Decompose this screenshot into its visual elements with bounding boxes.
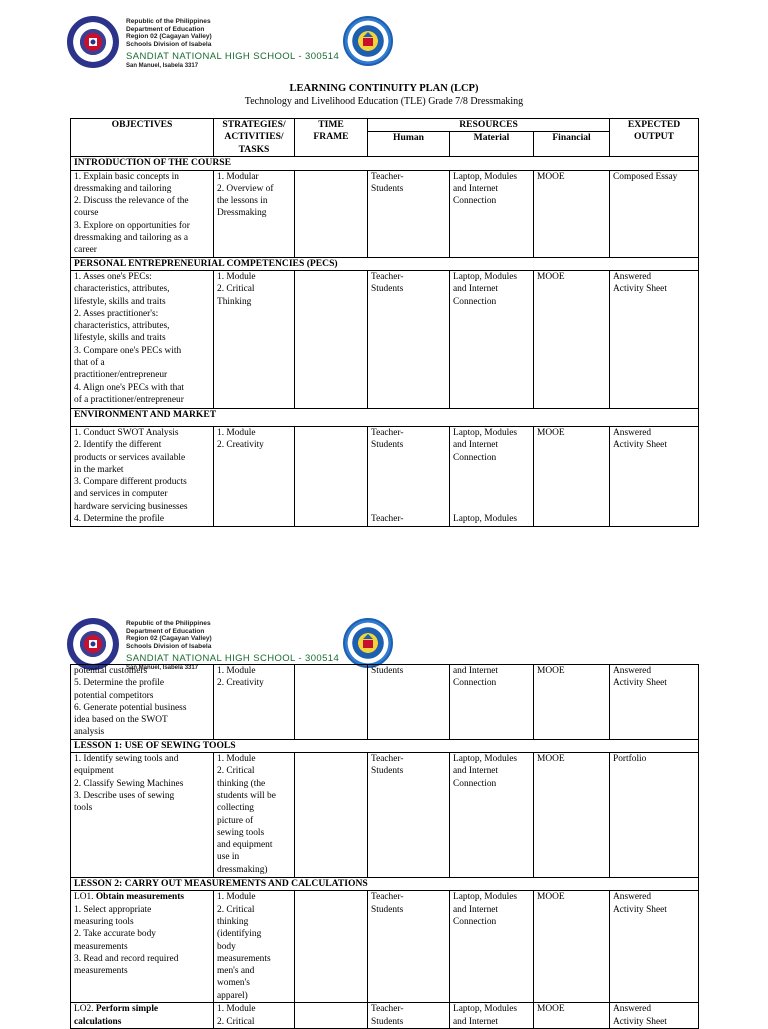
cell-line xyxy=(453,464,530,476)
time-frame-cell xyxy=(295,170,368,257)
letterhead xyxy=(0,0,768,76)
cell-line: 2. Classify Sewing Machines xyxy=(74,778,184,789)
objectives-cell xyxy=(71,753,214,878)
material-cell xyxy=(450,426,534,526)
output-cell xyxy=(610,1003,699,1029)
cell-line: of a practitioner/entrepreneur xyxy=(74,394,184,405)
cell-line: Thinking xyxy=(217,296,252,307)
time-frame-cell xyxy=(295,426,368,526)
cell-line: Students xyxy=(371,766,404,777)
cell-line: 2. Discuss the relevance of the xyxy=(74,196,189,207)
lo2-prefix: LO2. xyxy=(74,1004,96,1015)
financial-cell: MOOE xyxy=(534,665,610,740)
table-row xyxy=(71,170,699,257)
school-address: San Manuel, Isabela 3317 xyxy=(126,665,199,671)
cell-line: 5. Determine the profile xyxy=(74,678,165,689)
cell-line: in the market xyxy=(74,464,124,475)
lo2-title: Perform simple xyxy=(95,1004,159,1015)
output-cell xyxy=(610,270,699,408)
financial-cell: MOOE xyxy=(534,891,610,1003)
cell-line: Students xyxy=(371,1016,404,1027)
cell-line: 1. Select appropriate xyxy=(74,904,152,915)
cell-line: measurements xyxy=(74,966,128,977)
cell-line: picture of xyxy=(217,815,254,826)
school-seal-logo xyxy=(343,618,393,668)
material-cell xyxy=(450,665,534,740)
strategies-cell xyxy=(214,1003,295,1029)
cell-line: 3. Compare different products xyxy=(74,477,187,488)
lo1-prefix: LO1. xyxy=(74,892,96,903)
time-frame-cell xyxy=(295,753,368,878)
cell-line: dressmaking and tailoring xyxy=(74,183,172,194)
cell-line: 4. Align one's PECs with that xyxy=(74,382,185,393)
cell-line: hardware servicing businesses xyxy=(74,501,188,512)
cell-line: 1. Module xyxy=(217,892,256,903)
agency-line: Schools Division of Isabela xyxy=(126,40,212,48)
cell-line: Students xyxy=(371,440,404,451)
financial-cell: MOOE xyxy=(534,1003,610,1029)
cell-line xyxy=(371,452,446,464)
cell-line: thinking (the xyxy=(217,778,266,789)
financial-cell: MOOE xyxy=(534,170,610,257)
cell-line: and Internet xyxy=(453,440,499,451)
time-frame-cell xyxy=(295,1003,368,1029)
table-row xyxy=(71,753,699,878)
table-row xyxy=(71,665,699,740)
cell-line: 3. Read and record required xyxy=(74,953,179,964)
human-cell xyxy=(368,1003,450,1029)
section-row xyxy=(71,408,699,426)
cell-line: Activity Sheet xyxy=(613,440,667,451)
cell-line: Answered xyxy=(613,1004,652,1015)
human-header: Human xyxy=(368,132,450,157)
cell-line: the lessons in xyxy=(217,196,268,207)
cell-line: Activity Sheet xyxy=(613,678,667,689)
human-cell xyxy=(368,665,450,740)
cell-line: 2. Overview of xyxy=(217,183,274,194)
cell-line xyxy=(453,476,530,488)
financial-cell: MOOE xyxy=(534,426,610,526)
cell-line: and Internet xyxy=(453,284,499,295)
cell-line: lifestyle, skills and traits xyxy=(74,296,166,307)
lo1-heading xyxy=(74,891,210,903)
cell-line: 1. Explain basic concepts in xyxy=(74,171,179,182)
expected-output-header xyxy=(610,119,699,157)
cell-line: Portfolio xyxy=(613,754,647,765)
cell-line: products or services available xyxy=(74,452,186,463)
agency-line: Republic of the Philippines xyxy=(126,620,211,627)
agency-block xyxy=(126,18,212,48)
cell-line xyxy=(371,488,446,500)
cell-line: Students xyxy=(371,904,404,915)
cell-line: Laptop, Modules xyxy=(453,514,518,525)
cell-line: lifestyle, skills and traits xyxy=(74,333,166,344)
cell-line: Laptop, Modules xyxy=(453,427,518,438)
lcp-table-page-2 xyxy=(70,664,699,1029)
document-title: LEARNING CONTINUITY PLAN (LCP) xyxy=(289,83,479,94)
cell-line: 1. Module xyxy=(217,427,256,438)
cell-line: and services in computer xyxy=(74,489,168,500)
cell-line: 2. Asses practitioner's: xyxy=(74,308,159,319)
objectives-cell xyxy=(71,891,214,1003)
cell-line: 1. Modular xyxy=(217,171,259,182)
material-cell xyxy=(450,1003,534,1029)
cell-line: Activity Sheet xyxy=(613,284,667,295)
cell-line: 1. Conduct SWOT Analysis xyxy=(74,427,179,438)
human-cell xyxy=(368,270,450,408)
output-cell xyxy=(610,753,699,878)
cell-line: 4. Determine the profile xyxy=(74,514,165,525)
cell-line xyxy=(453,501,530,513)
output-cell xyxy=(610,891,699,1003)
cell-line: Composed Essay xyxy=(613,171,678,182)
cell-line: Connection xyxy=(453,916,497,927)
cell-line: 3. Explore on opportunities for xyxy=(74,220,190,231)
header-line: STRATEGIES/ xyxy=(222,119,286,130)
deped-seal-logo xyxy=(67,16,119,68)
header-line: EXPECTED xyxy=(627,119,681,130)
table-row xyxy=(71,891,699,1003)
cell-line: use in xyxy=(217,852,240,863)
cell-line: Laptop, Modules xyxy=(453,271,518,282)
section-title: ENVIRONMENT AND MARKET xyxy=(71,408,699,426)
cell-line: thinking xyxy=(217,916,249,927)
cell-line: and Internet xyxy=(453,183,499,194)
cell-line: 1. Module xyxy=(217,754,256,765)
document-subtitle: Technology and Livelihood Education (TLE) Grade 7/8 Dressmaking xyxy=(244,96,524,107)
objectives-cell xyxy=(71,426,214,526)
strategies-header xyxy=(214,119,295,157)
cell-line: Connection xyxy=(453,778,497,789)
material-header: Material xyxy=(450,132,534,157)
cell-line: practitioner/entrepreneur xyxy=(74,370,168,381)
cell-line: Connection xyxy=(453,452,497,463)
cell-line: and Internet xyxy=(453,666,499,676)
cell-line: Connection xyxy=(453,196,497,207)
cell-line: course xyxy=(74,208,99,219)
cell-line: sewing tools xyxy=(217,827,265,838)
cell-line: Teacher- xyxy=(371,171,404,182)
section-row xyxy=(71,157,699,170)
cell-line: analysis xyxy=(74,727,105,738)
cell-line: Teacher- xyxy=(371,754,404,765)
cell-line: 1. Identify sewing tools and xyxy=(74,754,179,765)
cell-line: Laptop, Modules xyxy=(453,171,518,182)
time-frame-header xyxy=(295,119,368,157)
financial-header: Financial xyxy=(534,132,610,157)
cell-line: dressmaking) xyxy=(217,864,268,875)
cell-line: equipment xyxy=(74,766,114,777)
section-title: PERSONAL ENTREPRENEURIAL COMPETENCIES (PECS) xyxy=(71,257,699,270)
cell-line: 1. Asses one's PECs: xyxy=(74,271,152,282)
school-name: SANDIAT NATIONAL HIGH SCHOOL - 300514 xyxy=(126,653,340,664)
cell-line: Students xyxy=(371,183,404,194)
cell-line: women's xyxy=(217,978,250,989)
material-cell xyxy=(450,753,534,878)
section-row xyxy=(71,739,699,752)
cell-line: Activity Sheet xyxy=(613,904,667,915)
objectives-cell xyxy=(71,1003,214,1029)
cell-line: Laptop, Modules xyxy=(453,1004,518,1015)
cell-line xyxy=(371,464,446,476)
cell-line: 3. Describe uses of sewing xyxy=(74,790,175,801)
cell-line xyxy=(453,488,530,500)
cell-line: measuring tools xyxy=(74,916,134,927)
table-row xyxy=(71,426,699,526)
cell-line: Students xyxy=(371,284,404,295)
cell-line: 1. Module xyxy=(217,666,256,676)
strategies-cell xyxy=(214,753,295,878)
agency-line: Department of Education xyxy=(126,627,205,635)
cell-line: and Internet xyxy=(453,1016,499,1027)
cell-line: dressmaking and tailoring as a xyxy=(74,233,189,244)
cell-line: measurements xyxy=(217,953,271,964)
cell-line: men's and xyxy=(217,966,255,977)
cell-line: and equipment xyxy=(217,840,273,851)
material-cell xyxy=(450,270,534,408)
cell-line xyxy=(371,476,446,488)
strategies-cell xyxy=(214,270,295,408)
section-row xyxy=(71,257,699,270)
cell-line: Teacher- xyxy=(371,892,404,903)
cell-line: 1. Module xyxy=(217,1004,256,1015)
header-row xyxy=(71,119,699,132)
cell-line: Answered xyxy=(613,271,652,282)
table-row xyxy=(71,270,699,408)
cell-line: Students xyxy=(371,666,404,676)
cell-line: Connection xyxy=(453,678,497,689)
cell-line: Dressmaking xyxy=(217,208,267,219)
cell-line: and Internet xyxy=(453,904,499,915)
human-cell xyxy=(368,891,450,1003)
cell-line: measurements xyxy=(74,941,128,952)
cell-line: potential competitors xyxy=(74,690,154,701)
cell-line: Laptop, Modules xyxy=(453,754,518,765)
strategies-cell xyxy=(214,665,295,740)
lcp-table-page-1 xyxy=(70,118,699,527)
cell-line: Answered xyxy=(613,427,652,438)
cell-line: characteristics, attributes, xyxy=(74,321,170,332)
agency-block xyxy=(126,620,212,650)
strategies-cell xyxy=(214,891,295,1003)
lo1-title: Obtain measurements xyxy=(95,892,184,903)
output-cell xyxy=(610,426,699,526)
section-title: INTRODUCTION OF THE COURSE xyxy=(71,157,699,170)
header-line: TIME xyxy=(318,119,344,130)
cell-line: apparel) xyxy=(217,990,248,1001)
material-cell xyxy=(450,170,534,257)
section-row xyxy=(71,878,699,891)
deped-seal-logo xyxy=(67,618,119,670)
cell-line: Teacher- xyxy=(371,1004,404,1015)
strategies-cell xyxy=(214,426,295,526)
cell-line: 2. Take accurate body xyxy=(74,929,156,940)
cell-line: potential customers xyxy=(74,666,148,676)
school-address: San Manuel, Isabela 3317 xyxy=(126,63,199,69)
output-cell xyxy=(610,170,699,257)
table-row xyxy=(71,1003,699,1029)
agency-line: Republic of the Philippines xyxy=(126,18,211,25)
material-cell xyxy=(450,891,534,1003)
cell-line: 2. Identify the different xyxy=(74,440,162,451)
cell-line: and Internet xyxy=(453,766,499,777)
cell-line: 2. Critical xyxy=(217,1016,255,1027)
cell-line: Teacher- xyxy=(371,271,404,282)
cell-line: Teacher- xyxy=(371,514,404,525)
section-title: LESSON 1: USE OF SEWING TOOLS xyxy=(71,739,699,752)
cell-line: collecting xyxy=(217,803,254,814)
cell-line: Answered xyxy=(613,666,652,676)
agency-line: Schools Division of Isabela xyxy=(126,642,212,650)
strategies-cell xyxy=(214,170,295,257)
cell-line: characteristics, attributes, xyxy=(74,284,170,295)
objectives-header: OBJECTIVES xyxy=(71,119,214,157)
objectives-cell xyxy=(71,665,214,740)
time-frame-cell xyxy=(295,891,368,1003)
human-cell xyxy=(368,753,450,878)
time-frame-cell xyxy=(295,270,368,408)
header-line: FRAME xyxy=(313,131,349,143)
cell-line: Laptop, Modules xyxy=(453,892,518,903)
cell-line: tools xyxy=(74,803,93,814)
financial-cell: MOOE xyxy=(534,270,610,408)
time-frame-cell xyxy=(295,665,368,740)
cell-line: Activity Sheet xyxy=(613,1016,667,1027)
cell-line: Answered xyxy=(613,892,652,903)
school-seal-logo xyxy=(343,16,393,66)
cell-line: body xyxy=(217,941,236,952)
cell-line: Connection xyxy=(453,296,497,307)
agency-line: Department of Education xyxy=(126,25,205,33)
agency-line: Region 02 (Cagayan Valley) xyxy=(126,33,212,41)
cell-line: idea based on the SWOT xyxy=(74,715,168,726)
objectives-cell xyxy=(71,270,214,408)
cell-line: 2. Creativity xyxy=(217,440,264,451)
section-title: LESSON 2: CARRY OUT MEASUREMENTS AND CALCULATIONS xyxy=(71,878,699,891)
school-name: SANDIAT NATIONAL HIGH SCHOOL - 300514 xyxy=(126,51,340,62)
cell-line: 2. Critical xyxy=(217,904,255,915)
cell-line: (identifying xyxy=(217,929,262,940)
objectives-cell xyxy=(71,170,214,257)
cell-line: 2. Critical xyxy=(217,284,255,295)
agency-line: Region 02 (Cagayan Valley) xyxy=(126,635,212,643)
cell-line: 1. Module xyxy=(217,271,256,282)
cell-line: students will be xyxy=(217,790,276,801)
header-line: TASKS xyxy=(238,143,270,155)
human-cell xyxy=(368,170,450,257)
cell-line: career xyxy=(74,245,97,256)
cell-line: 6. Generate potential business xyxy=(74,702,187,713)
cell-line: 2. Critical xyxy=(217,766,255,777)
financial-cell: MOOE xyxy=(534,753,610,878)
cell-line xyxy=(371,501,446,513)
lo2-title-cont: calculations xyxy=(74,1016,122,1027)
cell-line: 3. Compare one's PECs with xyxy=(74,345,182,356)
output-cell xyxy=(610,665,699,740)
header-line: OUTPUT xyxy=(634,131,675,143)
cell-line: that of a xyxy=(74,358,105,369)
header-line: ACTIVITIES/ xyxy=(224,131,284,143)
cell-line: Teacher- xyxy=(371,427,404,438)
human-cell xyxy=(368,426,450,526)
resources-header: RESOURCES xyxy=(368,119,610,132)
lo2-heading xyxy=(74,1003,210,1015)
cell-line: 2. Creativity xyxy=(217,678,264,689)
